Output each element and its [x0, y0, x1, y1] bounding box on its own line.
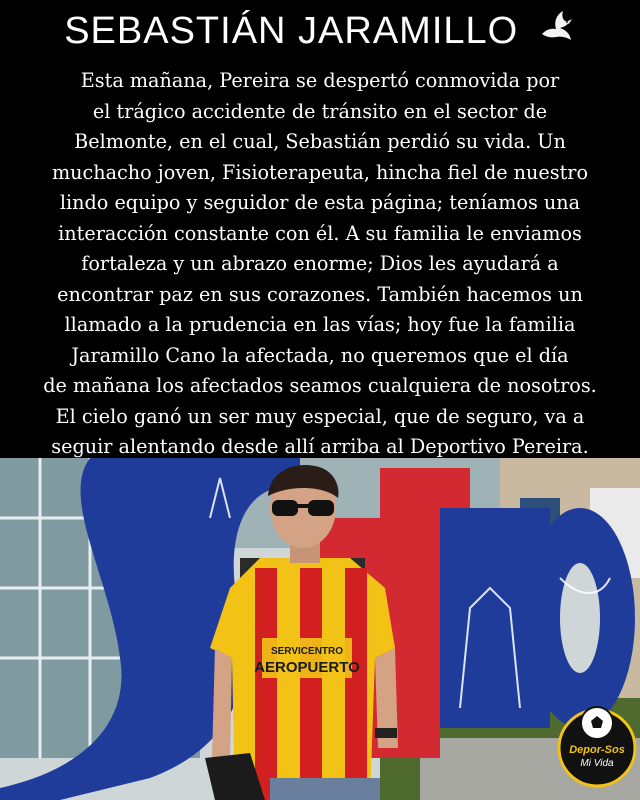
message-line: El cielo ganó un ser muy especial, que de seguro, va a — [55, 404, 585, 428]
message-line: de mañana los afectados seamos cualquiera de nosotros. — [43, 374, 597, 397]
page-logo — [559, 707, 635, 786]
logo-line2: Mi Vida — [580, 758, 614, 769]
message-line: el trágico accidente de tránsito en el sector de — [92, 99, 548, 123]
post-title — [0, 8, 640, 58]
title-text: SEBASTIÁN JARAMILLO — [64, 10, 519, 53]
message-line: interacción constante con él. A su familia le enviamos — [58, 221, 582, 245]
sunglasses-icon — [272, 500, 298, 516]
logo-line1: Depor-Sos — [569, 744, 625, 756]
memorial-message — [18, 66, 622, 463]
message-line: Jaramillo Cano la afectada, no queremos que el día — [71, 343, 569, 367]
message-line: seguir alentando desde allí arriba al Deportivo Pereira. — [51, 435, 589, 458]
message-line: llamado a la prudencia en las vías; hoy fue la familia — [64, 313, 576, 336]
message-line: encontrar paz en sus corazones. También hacemos un — [57, 282, 583, 306]
memorial-photo — [0, 458, 640, 800]
message-line: fortaleza y un abrazo enorme; Dios les ayudará a — [81, 252, 559, 275]
dove-icon — [536, 8, 576, 58]
message-line: Esta mañana, Pereira se despertó conmovida por — [80, 69, 560, 92]
message-line: muchacho joven, Fisioterapeuta, hincha fiel de nuestro — [51, 160, 589, 184]
message-line: Belmonte, en el cual, Sebastián perdió su vida. Un — [74, 130, 566, 153]
sponsor-top-text: SERVICENTRO — [270, 646, 344, 657]
message-line: lindo equipo y seguidor de esta página; teníamos una — [59, 191, 581, 214]
sponsor-main-text: AEROPUERTO — [254, 659, 360, 676]
